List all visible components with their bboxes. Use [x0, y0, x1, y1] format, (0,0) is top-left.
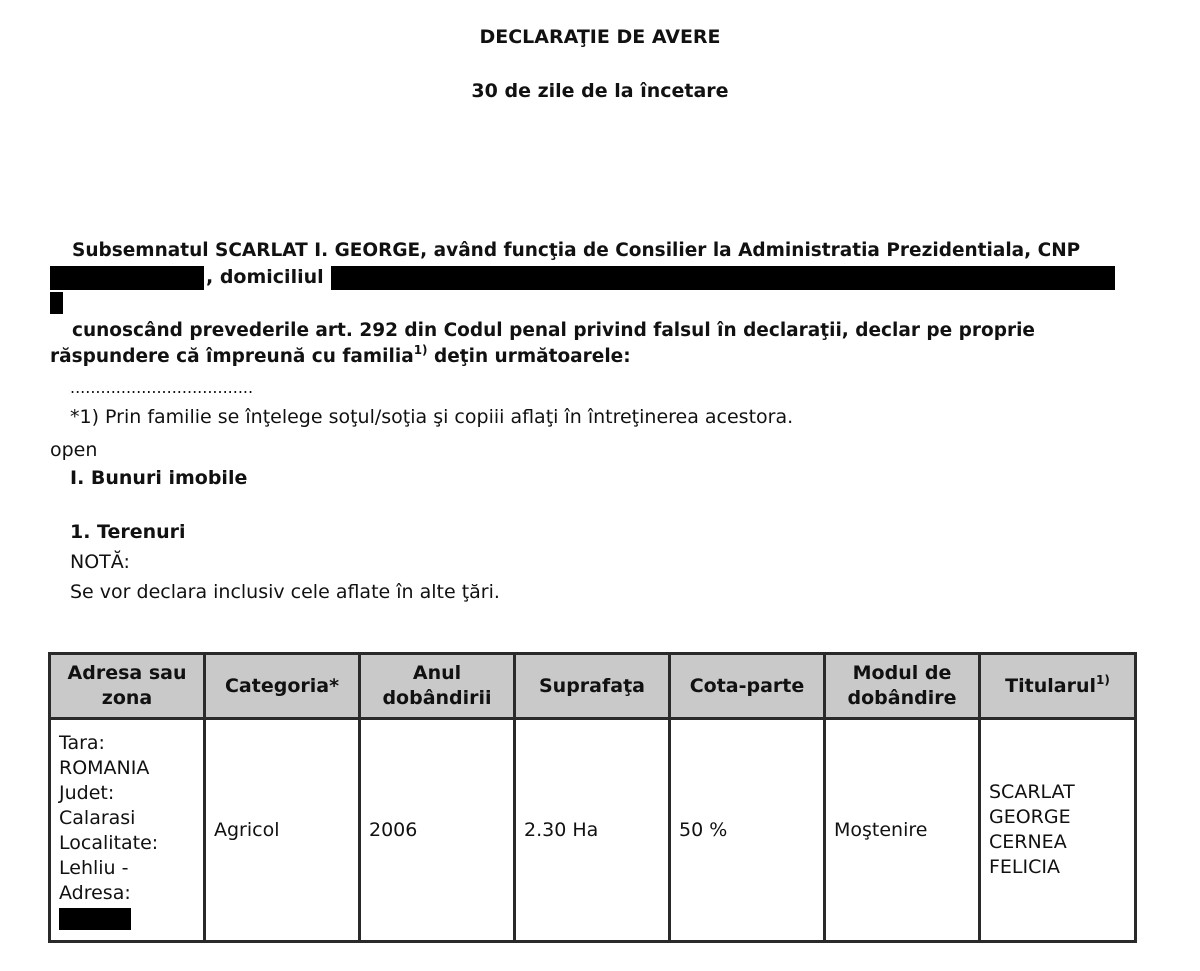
col-header-categoria: Categoria*	[205, 654, 360, 719]
titular-footnote-marker: 1)	[1095, 672, 1110, 687]
document-subtitle: 30 de zile de la încetare	[471, 80, 729, 102]
declaration-line-1: Subsemnatul SCARLAT I. GEORGE, având funcţia de Consilier la Administratia Prezidentiala, CNP	[72, 240, 1081, 261]
titular-line: FELICIA	[989, 856, 1060, 878]
open-text: open	[50, 439, 98, 461]
address-redaction-tail	[50, 292, 63, 314]
domiciliu-label: , domiciliul	[206, 266, 324, 288]
cell-suprafata: 2.30 Ha	[515, 719, 670, 942]
titular-line: GEORGE	[989, 806, 1071, 828]
col-header-modul: Modul de dobândire	[825, 654, 980, 719]
document-title: DECLARAŢIE DE AVERE	[479, 26, 721, 48]
footnote-marker: 1)	[413, 343, 428, 357]
table-row	[50, 719, 1136, 942]
col-header-cota: Cota-parte	[670, 654, 825, 719]
land-table	[48, 652, 1137, 943]
cell-modul: Moştenire	[825, 719, 980, 942]
address-line: ROMANIA	[59, 756, 150, 779]
col-header-suprafata: Suprafaţa	[515, 654, 670, 719]
nota-text: Se vor declara inclusiv cele aflate în alte ţări.	[70, 581, 500, 603]
address-line: Tara:	[59, 731, 105, 754]
declaration-line-3: cunoscând prevederile art. 292 din Codul penal privind falsul în declaraţii, declar pe proprie	[72, 320, 1035, 341]
address-line: Judet:	[59, 781, 115, 804]
cell-address	[50, 719, 205, 942]
titular-line: CERNEA	[989, 831, 1067, 853]
declaration-line-4-main: răspundere că împreună cu familia	[50, 346, 414, 367]
address-line: Lehliu -	[59, 856, 129, 879]
col-header-titular	[980, 654, 1136, 719]
col-header-anul: Anul dobândirii	[360, 654, 515, 719]
cell-titular	[980, 719, 1136, 942]
address-redaction	[331, 266, 1115, 290]
col-header-adresa: Adresa sau zona	[50, 654, 205, 719]
declaration-line-4	[50, 343, 631, 367]
footnote-text: *1) Prin familie se înţelege soţul/soţia şi copiii aflaţi în întreţinerea acestora.	[70, 406, 794, 428]
cell-anul: 2006	[360, 719, 515, 942]
footnote-separator: ....................................	[70, 378, 254, 397]
section-heading: I. Bunuri imobile	[70, 467, 248, 489]
address-line: Adresa:	[59, 881, 131, 904]
col-header-titular-label: Titularul	[1005, 674, 1096, 697]
cnp-redaction	[50, 266, 204, 290]
address-line: Calarasi	[59, 806, 136, 829]
subsection-heading: 1. Terenuri	[70, 521, 186, 543]
table-header-row	[50, 654, 1136, 719]
declaration-line-4-end: deţin următoarele:	[427, 346, 631, 367]
address-line: Localitate:	[59, 831, 159, 854]
cell-categoria: Agricol	[205, 719, 360, 942]
cell-cota: 50 %	[670, 719, 825, 942]
nota-label: NOTĂ:	[70, 551, 130, 573]
titular-line: SCARLAT	[989, 781, 1075, 803]
address-detail-redaction	[59, 908, 131, 930]
